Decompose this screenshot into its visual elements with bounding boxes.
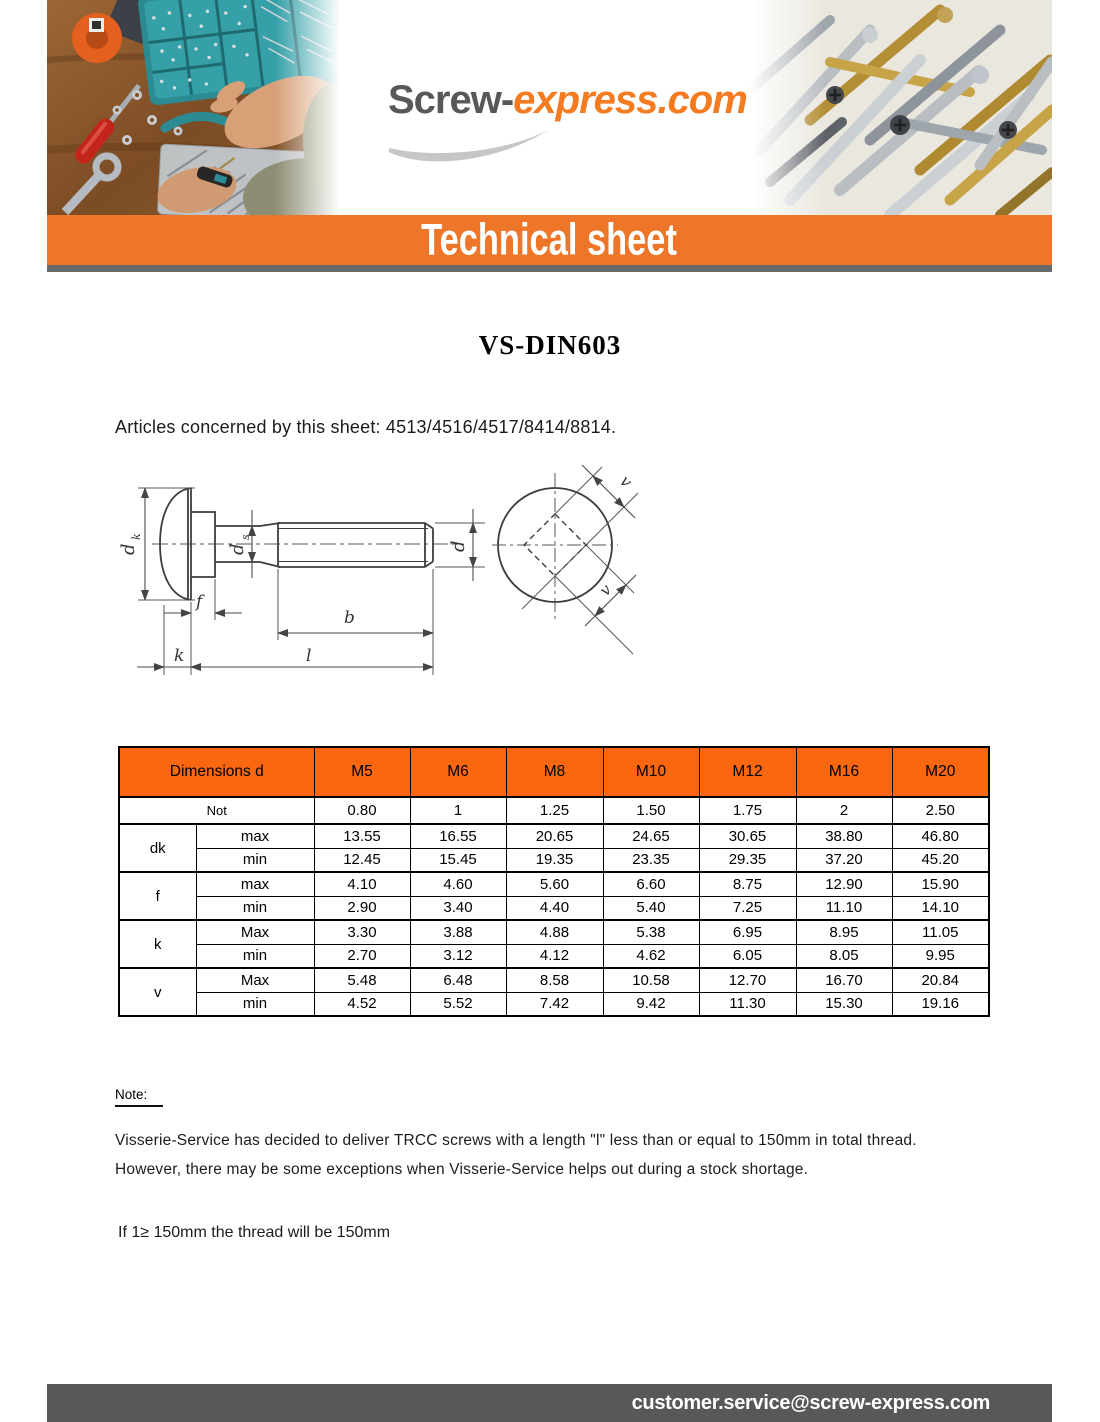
table-row [119,944,989,968]
table-cell: 5.52 [410,992,506,1016]
table-header-size: M6 [410,747,506,797]
table-cell: 2.50 [892,797,989,824]
table-cell: 14.10 [892,896,989,920]
table-cell: 0.80 [314,797,410,824]
dim-label-dk: d [118,543,139,555]
table-cell: 19.16 [892,992,989,1016]
logo-swoosh [386,120,556,170]
minmax-label: min [196,992,314,1016]
table-cell: 3.30 [314,920,410,944]
bolt-side-view [118,488,485,675]
footer-email: customer.service@screw-express.com [631,1392,990,1414]
articles-line: Articles concerned by this sheet: 4513/4516/4517/8414/8814. [115,417,617,437]
table-row [119,872,989,896]
table-cell: 16.70 [796,968,892,992]
page-title: VS-DIN603 [478,330,622,360]
table-cell: 2 [796,797,892,824]
table-cell: 30.65 [699,824,796,848]
minmax-label: Max [196,968,314,992]
dimension-label: k [119,920,196,968]
dim-label-d: d [448,540,469,552]
table-cell: 11.30 [699,992,796,1016]
table-cell: 7.42 [506,992,603,1016]
screw-pile-illustration [750,0,1052,215]
dimension-label: v [119,968,196,1016]
table-cell: 8.05 [796,944,892,968]
spec-table-head [119,747,989,797]
table-cell: 37.20 [796,848,892,872]
technical-sheet-banner [47,215,1052,265]
table-header-size: M20 [892,747,989,797]
table-cell: 24.65 [603,824,699,848]
table-cell: 11.10 [796,896,892,920]
logo [340,0,750,215]
table-cell: 16.55 [410,824,506,848]
table-cell: 4.52 [314,992,410,1016]
table-cell: 20.65 [506,824,603,848]
table-cell: 3.88 [410,920,506,944]
table-header-size: M12 [699,747,796,797]
table-cell: 9.95 [892,944,989,968]
table-cell: 10.58 [603,968,699,992]
table-cell: 29.35 [699,848,796,872]
dim-label-v-top: v [616,471,637,492]
table-cell: 4.12 [506,944,603,968]
table-cell: 1.25 [506,797,603,824]
technical-drawing [112,455,672,695]
spec-table-body [119,797,989,1016]
table-row [119,992,989,1016]
logo-part-express: express.com [513,78,747,122]
dim-label-k: k [174,646,185,666]
logo-text [388,78,747,123]
table-cell: 6.95 [699,920,796,944]
table-row [119,848,989,872]
table-cell: 12.45 [314,848,410,872]
table-cell: 20.84 [892,968,989,992]
spec-table [118,746,990,1017]
table-cell: 1.75 [699,797,796,824]
table-cell: 4.62 [603,944,699,968]
header-photo-workbench [47,0,340,215]
table-row [119,968,989,992]
table-cell: 5.38 [603,920,699,944]
workbench-photo-illustration [47,0,340,215]
table-header-dimensions: Dimensions d [119,747,314,797]
table-cell: 8.75 [699,872,796,896]
logo-part-screw: Screw- [388,78,514,122]
pitch-label: Not [119,797,314,824]
table-cell: 11.05 [892,920,989,944]
table-header-size: M10 [603,747,699,797]
table-cell: 19.35 [506,848,603,872]
table-header-size: M16 [796,747,892,797]
minmax-label: Max [196,920,314,944]
table-row [119,824,989,848]
table-cell: 15.30 [796,992,892,1016]
footer-bar [47,1384,1052,1422]
dim-label-v-bottom: v [595,579,616,600]
dim-label-f: f [196,592,203,612]
dimension-label: f [119,872,196,920]
table-cell: 5.48 [314,968,410,992]
dim-label-b: b [344,608,355,628]
table-cell: 4.88 [506,920,603,944]
table-cell: 4.60 [410,872,506,896]
table-row [119,920,989,944]
dim-label-l: l [306,646,312,666]
table-row-pitch [119,797,989,824]
banner-divider [47,265,1052,272]
table-cell: 2.70 [314,944,410,968]
table-cell: 4.10 [314,872,410,896]
table-cell: 13.55 [314,824,410,848]
table-cell: 4.40 [506,896,603,920]
table-cell: 9.42 [603,992,699,1016]
table-cell: 1.50 [603,797,699,824]
table-cell: 1 [410,797,506,824]
table-cell: 5.40 [603,896,699,920]
table-cell: 45.20 [892,848,989,872]
table-cell: 8.95 [796,920,892,944]
minmax-label: min [196,848,314,872]
table-cell: 6.60 [603,872,699,896]
table-header-size: M5 [314,747,410,797]
table-cell: 6.48 [410,968,506,992]
dim-label-ds: d [227,543,248,555]
table-cell: 7.25 [699,896,796,920]
table-cell: 23.35 [603,848,699,872]
table-cell: 5.60 [506,872,603,896]
table-cell: 8.58 [506,968,603,992]
banner-title: Technical sheet [421,214,678,265]
minmax-label: min [196,944,314,968]
note-heading: Note: [115,1087,163,1107]
table-header-row [119,747,989,797]
note-body: Visserie-Service has decided to deliver TRCC screws with a length "l" less than or equal to 150mm in total thread. However, there may be some exceptions when Visserie-Service helps out during a stock shortage. [115,1132,917,1178]
dimension-label: dk [119,824,196,872]
table-cell: 3.40 [410,896,506,920]
table-cell: 15.90 [892,872,989,896]
table-cell: 15.45 [410,848,506,872]
minmax-label: max [196,824,314,848]
table-cell: 12.70 [699,968,796,992]
minmax-label: min [196,896,314,920]
table-cell: 46.80 [892,824,989,848]
table-cell: 38.80 [796,824,892,848]
table-cell: 6.05 [699,944,796,968]
table-header-size: M8 [506,747,603,797]
dim-label-dk-sub: k [130,533,143,540]
minmax-label: max [196,872,314,896]
header-photo-screws [750,0,1052,215]
bolt-front-view [492,465,638,654]
table-row [119,896,989,920]
table-cell: 12.90 [796,872,892,896]
table-cell: 3.12 [410,944,506,968]
dim-label-ds-sub: s [239,534,252,540]
table-cell: 2.90 [314,896,410,920]
thread-rule-line: If 1≥ 150mm the thread will be 150mm [118,1224,391,1241]
